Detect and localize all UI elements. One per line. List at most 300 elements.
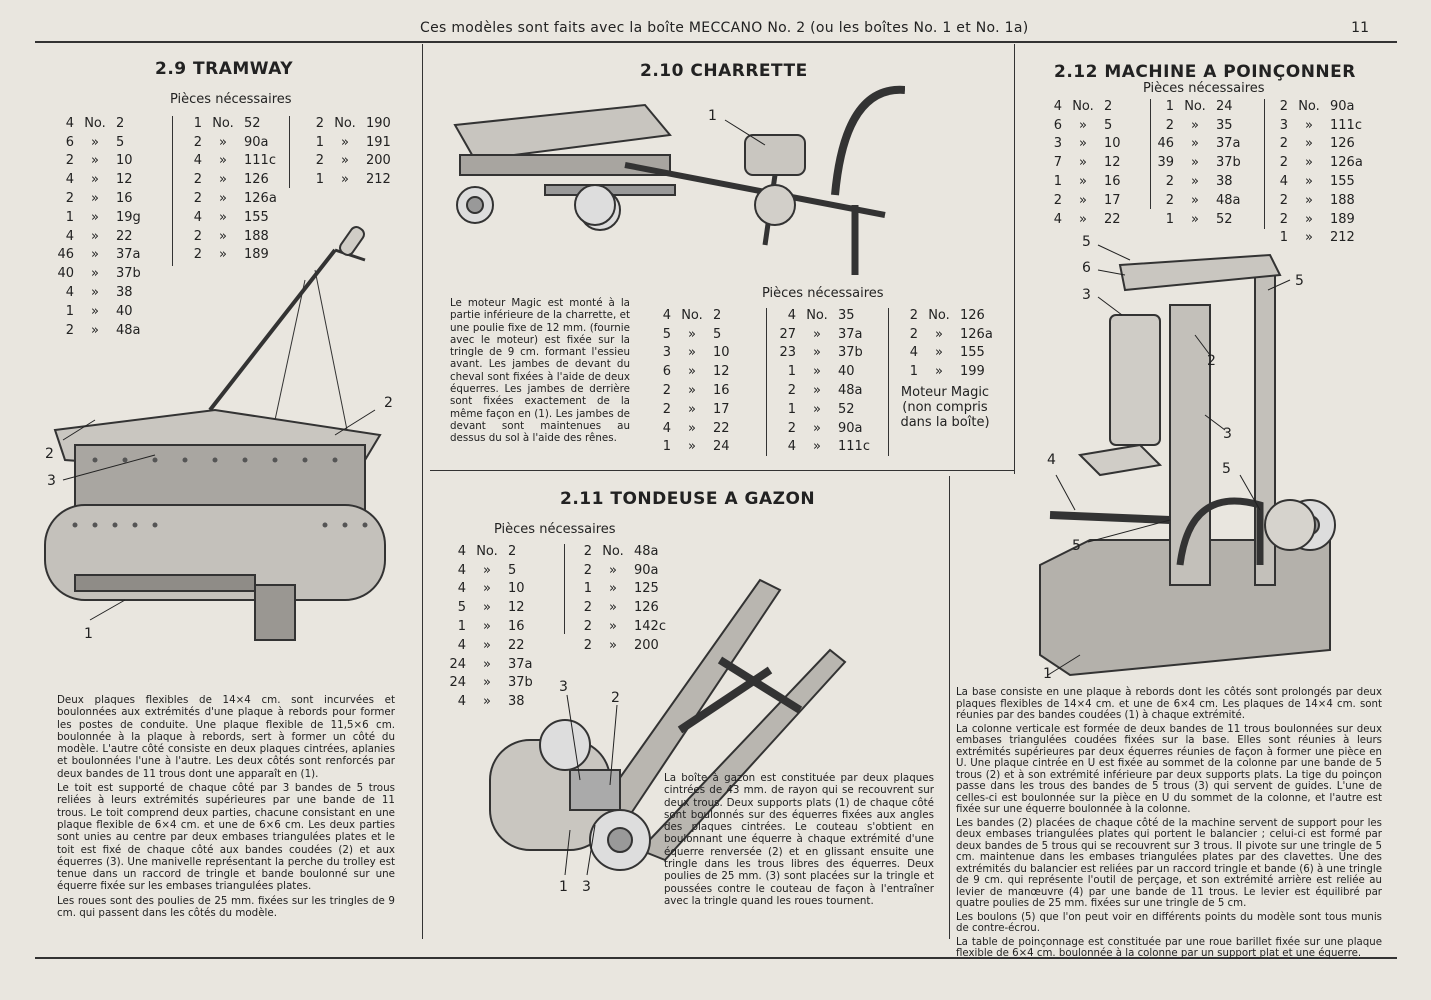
part-quantity: 4 (193, 153, 202, 169)
part-quantity: 2 (787, 383, 796, 399)
part-number: 37a (508, 656, 533, 672)
part-quantity: 4 (65, 285, 74, 301)
part-number: 2 (713, 307, 722, 323)
charrette-pieces-label: Pièces nécessaires (762, 286, 884, 301)
poinconner-label-2: 2 (1207, 353, 1216, 369)
part-marker: » (813, 326, 821, 342)
part-quantity: 39 (1157, 155, 1174, 171)
tramway-illustration (35, 220, 415, 650)
part-marker: » (935, 364, 943, 380)
part-quantity: 4 (1279, 174, 1288, 190)
part-quantity: 40 (57, 266, 74, 282)
part-quantity: 1 (193, 115, 202, 131)
header-rule (35, 41, 1397, 43)
poinconner-label-5a: 5 (1082, 234, 1091, 250)
part-marker: » (935, 345, 943, 361)
part-quantity: 1 (1053, 174, 1062, 190)
charrette-description: Le moteur Magic est monté à la partie inférieure de la charrette, et une poulie fixe de 12 mm. (fournie avec le moteur) est fixée sur la tringle de 9 cm. formant l'essieu avant. Les jambes de devant du cheval sont fixées à l'aide de deux équerres. Les jambes de derrière sont fixées exactement de la même façon en (1). Les jambes de devant sont maintenues au dessus du sol à l'aide des rênes. (450, 297, 630, 445)
charrette-moteur-note (895, 385, 995, 430)
tramway-para-1: Deux plaques flexibles de 14×4 cm. sont incurvées et boulonnées aux extrémités d'une plaque à rebords pour former les postes de conduite. Une plaque flexible de 11,5×6 cm. boulonnée à la plaque à rebords, sert à former un côté du modèle. L'autre côté consiste en deux plaques cintrées, aplanies et boulonnées l'une à l'autre. Les deux côtés sont renforcés par deux bandes de 11 trous dont une apparaît en (1). (57, 694, 395, 780)
parts-row (1036, 210, 1142, 229)
part-marker: » (91, 191, 99, 207)
part-number: 200 (634, 637, 659, 653)
part-quantity: 2 (1165, 117, 1174, 133)
part-number: 155 (244, 209, 269, 225)
part-marker: » (1079, 117, 1087, 133)
moteur-line-1: Moteur Magic (900, 385, 990, 400)
part-quantity: 3 (1053, 136, 1062, 152)
part-quantity: 23 (779, 345, 796, 361)
part-marker: » (1079, 174, 1087, 190)
part-marker: No. (681, 307, 703, 323)
parts-row (770, 381, 876, 400)
part-number: 48a (1216, 192, 1241, 208)
part-number: 37b (838, 345, 863, 361)
parts-row (645, 419, 751, 438)
part-number: 37a (116, 247, 141, 263)
part-marker: » (1191, 155, 1199, 171)
part-number: 35 (838, 307, 855, 323)
parts-row (770, 306, 876, 325)
part-number: 38 (116, 285, 133, 301)
parts-row (48, 170, 154, 189)
parts-row (892, 344, 998, 363)
part-marker: » (91, 303, 99, 319)
part-quantity: 2 (193, 172, 202, 188)
part-marker: » (609, 637, 617, 653)
part-number: 52 (244, 115, 261, 131)
parts-row (48, 133, 154, 152)
part-number: 155 (960, 345, 985, 361)
part-marker: » (1191, 117, 1199, 133)
part-number: 188 (1330, 192, 1355, 208)
part-number: 19g (116, 209, 141, 225)
moteur-line-2: (non compris (902, 400, 988, 415)
parts-row (1262, 210, 1368, 229)
part-number: 155 (1330, 174, 1355, 190)
part-number: 22 (1104, 211, 1121, 227)
part-marker: » (1191, 211, 1199, 227)
charrette-title: 2.10 CHARRETTE (640, 61, 808, 81)
part-number: 2 (116, 115, 125, 131)
poinconner-label-5b: 5 (1295, 273, 1304, 289)
parts-row (892, 325, 998, 344)
parts-row (1262, 135, 1368, 154)
part-number: 16 (508, 619, 525, 635)
poinconner-label-3a: 3 (1082, 287, 1091, 303)
part-number: 10 (508, 581, 525, 597)
part-marker: » (1191, 192, 1199, 208)
part-marker: » (91, 285, 99, 301)
part-number: 189 (1330, 211, 1355, 227)
part-quantity: 2 (909, 307, 918, 323)
part-number: 35 (1216, 117, 1233, 133)
part-quantity: 1 (65, 209, 74, 225)
part-marker: » (609, 619, 617, 635)
part-marker: » (688, 345, 696, 361)
part-number: 37a (838, 326, 863, 342)
part-quantity: 4 (193, 209, 202, 225)
part-marker: » (341, 153, 349, 169)
poinconner-illustration (1030, 235, 1360, 680)
part-quantity: 2 (1165, 174, 1174, 190)
part-quantity: 24 (449, 675, 466, 691)
part-marker: » (813, 345, 821, 361)
parts-row (1262, 153, 1368, 172)
part-quantity: 6 (65, 134, 74, 150)
tondeuse-label-3b: 3 (582, 879, 591, 895)
part-quantity: 2 (65, 153, 74, 169)
part-marker: » (91, 247, 99, 263)
part-marker: » (341, 172, 349, 188)
part-number: 5 (713, 326, 722, 342)
parts-row (1148, 210, 1254, 229)
part-number: 24 (713, 439, 730, 455)
poinconner-parts-col1 (1036, 97, 1142, 229)
part-number: 191 (366, 134, 391, 150)
part-quantity: 1 (662, 439, 671, 455)
part-marker: No. (1072, 98, 1094, 114)
tramway-label-2a: 2 (45, 446, 54, 462)
parts-row (566, 542, 672, 561)
part-quantity: 2 (193, 228, 202, 244)
part-marker: » (813, 383, 821, 399)
poinconner-para-4: Les boulons (5) que l'on peut voir en différents points du modèle sont tous munis de contre-écrou. (956, 911, 1382, 934)
part-marker: No. (212, 115, 234, 131)
part-marker: No. (334, 115, 356, 131)
part-quantity: 4 (662, 307, 671, 323)
part-quantity: 2 (583, 562, 592, 578)
part-marker: » (483, 619, 491, 635)
part-quantity: 1 (787, 401, 796, 417)
part-number: 126a (244, 191, 277, 207)
parts-row (176, 170, 282, 189)
part-quantity: 2 (1279, 211, 1288, 227)
part-quantity: 2 (1279, 155, 1288, 171)
part-marker: » (1305, 192, 1313, 208)
part-quantity: 24 (449, 656, 466, 672)
part-marker: » (1305, 136, 1313, 152)
poinconner-pieces-label: Pièces nécessaires (1143, 81, 1265, 96)
tramway-title: 2.9 TRAMWAY (155, 59, 294, 79)
part-marker: » (935, 326, 943, 342)
part-quantity: 4 (457, 581, 466, 597)
poinconner-para-2: La colonne verticale est formée de deux bandes de 11 trous boulonnées sur deux embases triangulées coudées fixées sur la base. Elles sont réunies à leurs extrémités supérieures par deux équerres réunies de façon à former une pièce en U. Une plaque cintrée en U est fixée au sommet de la colonne par une bande de 5 trous (2) et à son extrémité inférieure par deux supports plats. La tige du poinçon passe dans les trous des bandes de 5 trous (3) qui servent de guides. L'une de celles-ci est boulonnée sur la pièce en U du sommet de la colonne, et l'autre est fixée sur une équerre boulonnée à la colonne. (956, 723, 1382, 815)
part-marker: » (483, 562, 491, 578)
part-quantity: 2 (1165, 192, 1174, 208)
part-number: 17 (1104, 192, 1121, 208)
parts-row (440, 542, 546, 561)
parts-row (770, 419, 876, 438)
part-number: 90a (1330, 98, 1355, 114)
part-marker: » (91, 209, 99, 225)
part-marker: No. (602, 543, 624, 559)
part-number: 17 (713, 401, 730, 417)
part-number: 48a (838, 383, 863, 399)
part-marker: » (219, 209, 227, 225)
part-quantity: 6 (662, 364, 671, 380)
part-number: 40 (838, 364, 855, 380)
parts-row (1148, 191, 1254, 210)
part-quantity: 2 (583, 600, 592, 616)
part-quantity: 2 (193, 191, 202, 207)
part-marker: No. (476, 543, 498, 559)
part-number: 199 (960, 364, 985, 380)
parts-row (176, 189, 282, 208)
part-marker: » (1191, 174, 1199, 190)
part-marker: » (1191, 136, 1199, 152)
part-marker: » (483, 694, 491, 710)
part-number: 90a (634, 562, 659, 578)
part-number: 48a (634, 543, 659, 559)
page-header (0, 20, 1431, 40)
part-quantity: 46 (57, 247, 74, 263)
part-marker: » (483, 581, 491, 597)
poinconner-label-5d: 5 (1072, 538, 1081, 554)
part-number: 125 (634, 581, 659, 597)
part-marker: » (91, 322, 99, 338)
part-quantity: 2 (909, 326, 918, 342)
tramway-parts-col3 (298, 114, 404, 189)
part-marker: » (341, 134, 349, 150)
parts-row (298, 133, 404, 152)
part-quantity: 4 (457, 562, 466, 578)
parts-row (176, 133, 282, 152)
part-marker: » (1305, 117, 1313, 133)
part-marker: No. (1184, 98, 1206, 114)
poinconner-label-3b: 3 (1223, 426, 1232, 442)
part-number: 37b (116, 266, 141, 282)
part-marker: » (219, 247, 227, 263)
parts-row (1262, 172, 1368, 191)
part-marker: » (483, 675, 491, 691)
page-number: 11 (1351, 20, 1369, 36)
parts-row (48, 152, 154, 171)
part-marker: » (483, 600, 491, 616)
tramway-label-2b: 2 (384, 395, 393, 411)
part-marker: No. (84, 115, 106, 131)
parts-row (1036, 116, 1142, 135)
part-quantity: 2 (193, 134, 202, 150)
part-number: 37a (1216, 136, 1241, 152)
part-quantity: 2 (662, 383, 671, 399)
part-marker: » (813, 401, 821, 417)
part-number: 90a (244, 134, 269, 150)
charrette-parts-col3 (892, 306, 998, 381)
part-quantity: 4 (787, 307, 796, 323)
poinconner-para-1: La base consiste en une plaque à rebords dont les côtés sont prolongés par deux plaques flexibles de 14×4 cm. et une de 6×4 cm. Les plaques de 14×4 cm. sont réunies par des bandes coudées (1) à chaque extrémité. (956, 687, 1382, 721)
part-quantity: 2 (787, 420, 796, 436)
part-marker: » (688, 401, 696, 417)
part-marker: » (1079, 192, 1087, 208)
part-marker: » (1305, 230, 1313, 246)
tondeuse-label-3a: 3 (559, 679, 568, 695)
part-quantity: 46 (1157, 136, 1174, 152)
parts-row (645, 344, 751, 363)
part-quantity: 4 (457, 543, 466, 559)
part-marker: No. (1298, 98, 1320, 114)
part-marker: » (219, 153, 227, 169)
part-number: 111c (838, 439, 870, 455)
parts-row (645, 400, 751, 419)
parts-row (892, 362, 998, 381)
part-number: 111c (244, 153, 276, 169)
part-quantity: 5 (457, 600, 466, 616)
tramway-para-3: Les roues sont des poulies de 25 mm. fixées sur les tringles de 9 cm. qui passent dans les côtés du modèle. (57, 894, 395, 920)
part-number: 22 (713, 420, 730, 436)
divider-left (422, 44, 423, 939)
part-number: 24 (1216, 98, 1233, 114)
tramway-label-3: 3 (47, 473, 56, 489)
part-number: 212 (1330, 230, 1355, 246)
part-marker: No. (806, 307, 828, 323)
part-number: 12 (1104, 155, 1121, 171)
part-number: 37b (508, 675, 533, 691)
header-title: Ces modèles sont faits avec la boîte MECCANO No. 2 (ou les boîtes No. 1 et No. 1a) (420, 20, 1029, 36)
part-quantity: 3 (1279, 117, 1288, 133)
divider-right (1014, 44, 1015, 474)
charrette-parts-col1 (645, 306, 751, 456)
parts-row (770, 325, 876, 344)
parts-row (770, 438, 876, 457)
part-number: 16 (713, 383, 730, 399)
part-quantity: 1 (315, 134, 324, 150)
part-marker: » (1305, 174, 1313, 190)
parts-row (1262, 191, 1368, 210)
part-number: 212 (366, 172, 391, 188)
part-quantity: 7 (1053, 155, 1062, 171)
parts-row (48, 189, 154, 208)
part-number: 40 (116, 303, 133, 319)
parts-row (1148, 153, 1254, 172)
part-quantity: 2 (315, 153, 324, 169)
parts-row (1148, 116, 1254, 135)
part-number: 38 (508, 694, 525, 710)
parts-row (298, 152, 404, 171)
part-marker: » (688, 420, 696, 436)
part-marker: » (219, 228, 227, 244)
part-quantity: 1 (457, 619, 466, 635)
tondeuse-label-2: 2 (611, 690, 620, 706)
parts-row (645, 362, 751, 381)
part-number: 126a (1330, 155, 1363, 171)
parts-row (770, 362, 876, 381)
part-marker: » (1079, 155, 1087, 171)
part-quantity: 4 (662, 420, 671, 436)
part-number: 12 (508, 600, 525, 616)
part-number: 111c (1330, 117, 1362, 133)
tondeuse-pieces-label: Pièces nécessaires (494, 522, 616, 537)
part-marker: » (1079, 211, 1087, 227)
part-number: 48a (116, 322, 141, 338)
part-marker: » (813, 439, 821, 455)
part-marker: » (688, 383, 696, 399)
part-quantity: 1 (583, 581, 592, 597)
part-number: 12 (713, 364, 730, 380)
poinconner-para-5: La table de poinçonnage est constituée par une roue barillet fixée sur une plaque flexible de 6×4 cm. boulonnée à la colonne par un support plat et une équerre. (956, 936, 1382, 959)
part-quantity: 2 (1279, 192, 1288, 208)
poinconner-parts-col2 (1148, 97, 1254, 229)
poinconner-label-5c: 5 (1222, 461, 1231, 477)
parts-row (770, 344, 876, 363)
part-number: 189 (244, 247, 269, 263)
part-number: 126a (960, 326, 993, 342)
part-marker: » (91, 153, 99, 169)
part-quantity: 4 (1053, 98, 1062, 114)
parts-row (1148, 172, 1254, 191)
part-marker: » (219, 191, 227, 207)
part-marker: » (1305, 211, 1313, 227)
parts-row (176, 152, 282, 171)
tramway-pieces-label: Pièces nécessaires (170, 92, 292, 107)
part-number: 142c (634, 619, 666, 635)
part-number: 126 (1330, 136, 1355, 152)
part-marker: » (1079, 136, 1087, 152)
poinconner-title: 2.12 MACHINE A POINÇONNER (1054, 62, 1356, 82)
poinconner-para-3: Les bandes (2) placées de chaque côté de la machine servent de support pour les deux embases triangulées plates qui portent le balancier ; celui-ci est formé par deux bandes de 5 trous qui se recouvrent sur 3 trous. Il pivote sur une tringle de 5 cm. maintenue dans les embases triangulées plates par des clavettes. Une des extrémités du balancier est reliées par un raccord tringle et bande (6) à une tringle de 9 cm. qui représente l'outil de perçage, et son extrémité arrière est reliée au levier de manœuvre (4) par une bande de 11 trous. Le levier est équilibré par quatre poulies de 25 mm. fixées sur une tringle de 5 cm. (956, 817, 1382, 909)
parts-row (1148, 135, 1254, 154)
part-number: 188 (244, 228, 269, 244)
part-number: 37b (1216, 155, 1241, 171)
part-number: 5 (1104, 117, 1113, 133)
part-quantity: 1 (787, 364, 796, 380)
part-marker: » (219, 134, 227, 150)
part-number: 2 (508, 543, 517, 559)
part-marker: » (91, 172, 99, 188)
part-marker: » (91, 134, 99, 150)
part-quantity: 2 (583, 543, 592, 559)
part-marker: » (483, 637, 491, 653)
tondeuse-title: 2.11 TONDEUSE A GAZON (560, 489, 816, 509)
part-number: 190 (366, 115, 391, 131)
part-number: 22 (116, 228, 133, 244)
part-quantity: 2 (583, 637, 592, 653)
part-marker: » (219, 172, 227, 188)
part-marker: » (688, 364, 696, 380)
tramway-para-2: Le toit est supporté de chaque côté par 3 bandes de 5 trous reliées à leurs extrémités supérieures par une bande de 11 trous. Le toit comprend deux parties, chacune consistant en une plaque flexible de 6×4 cm. et une de 6×6 cm. Les deux parties sont unies au centre par deux embases triangulées plates et le toit est fixé de chaque côté aux bandes coudées (2) et aux équerres (3). Une manivelle représentant la perche du trolley est tenue dans un raccord de tringle et bande boulonné sur une équerre fixée sur les embases triangulées plates. (57, 782, 395, 893)
parts-row (892, 306, 998, 325)
part-number: 126 (244, 172, 269, 188)
part-number: 126 (960, 307, 985, 323)
part-quantity: 1 (315, 172, 324, 188)
part-marker: » (91, 228, 99, 244)
parts-row (1262, 116, 1368, 135)
part-marker: » (1305, 155, 1313, 171)
parts-row (1036, 97, 1142, 116)
part-quantity: 4 (65, 172, 74, 188)
part-quantity: 2 (65, 322, 74, 338)
parts-row (1036, 153, 1142, 172)
parts-row (645, 306, 751, 325)
tramway-description (57, 694, 395, 921)
parts-row (645, 381, 751, 400)
tondeuse-description: La boîte à gazon est constituée par deux plaques cintrées de 43 mm. de rayon qui se recouvrent sur deux trous. Deux supports plats (1) de chaque côté sont boulonnés sur des équerres fixées aux angles des plaques cintrées. Le couteau s'obtient en boulonnant une équerre à chaque extrémité d'une équerre renversée (2) et en glissant ensuite une tringle dans les trous libres des équerres. Deux poulies de 25 mm. (3) sont placées sur la tringle et poussées contre le couteau de façon à l'entraîner avec la tringle quand les roues tournent. (664, 772, 934, 907)
part-quantity: 5 (662, 326, 671, 342)
part-marker: » (688, 326, 696, 342)
part-number: 12 (116, 172, 133, 188)
part-quantity: 1 (65, 303, 74, 319)
moteur-line-3: dans la boîte) (900, 415, 990, 430)
part-marker: » (483, 656, 491, 672)
part-number: 52 (838, 401, 855, 417)
parts-row (645, 438, 751, 457)
parts-row (1036, 191, 1142, 210)
part-quantity: 2 (1279, 136, 1288, 152)
parts-row (1148, 97, 1254, 116)
part-quantity: 1 (1279, 230, 1288, 246)
part-quantity: 6 (1053, 117, 1062, 133)
charrette-label-1: 1 (708, 108, 717, 124)
